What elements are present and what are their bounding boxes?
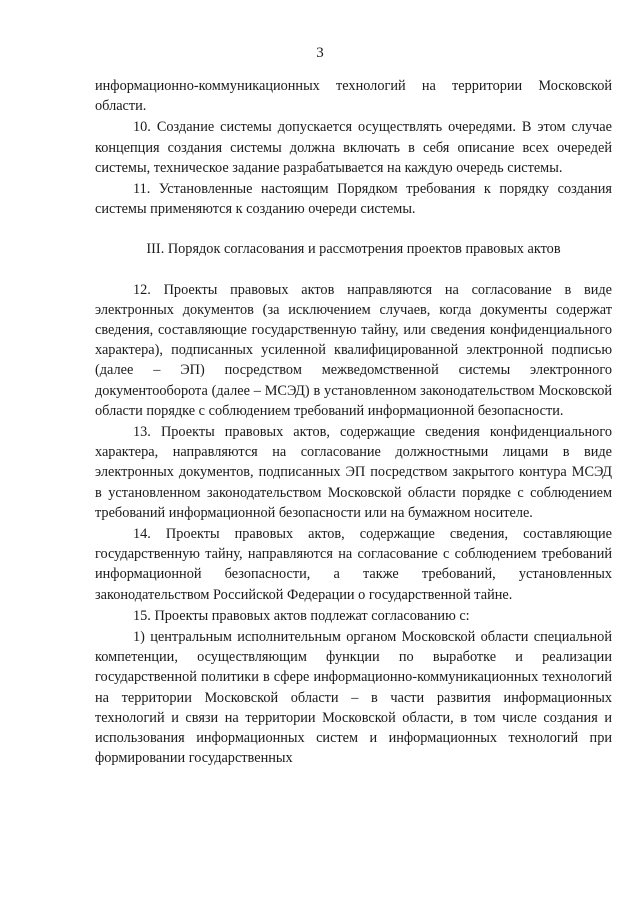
paragraph-continuation: информационно-коммуникационных технологий на территории Московской области. <box>95 78 612 115</box>
paragraph-13: 13. Проекты правовых актов, содержащие сведения конфиденциального характера, направляются на согласование должностными лицами в виде электронных документов, подписанных ЭП посредством закрытого контура МСЭД в установленном законодательством Московской области порядке с соблюдением требований информационной безопасности или на бумажном носителе. <box>95 424 612 521</box>
paragraph-14: 14. Проекты правовых актов, содержащие сведения, составляющие государственную тайну, направляются на согласование с соблюдением требований информационной безопасности, а также требований, установленных законодательством Российской Федерации о государственной тайне. <box>95 526 612 603</box>
paragraph-15-item-1: 1) центральным исполнительным органом Московской области специальной компетенции, осуществляющим функции по выработке и реализации государственной политики в сфере информационно-коммуникационных технологий на территории Московской области – в части развития информационных технологий и связи на территории Московской области, в том числе создания и использования информационных систем и информационных технологий при формировании государственных <box>95 629 612 767</box>
section-heading: III. Порядок согласования и рассмотрения проектов правовых актов <box>146 241 561 258</box>
document-body <box>95 76 612 769</box>
paragraph-11: 11. Установленные настоящим Порядком требования к порядку создания системы применяются к созданию очереди системы. <box>95 181 612 218</box>
paragraph-15: 15. Проекты правовых актов подлежат согласованию с: <box>133 607 470 624</box>
page-number: 3 <box>316 45 324 61</box>
paragraph-12: 12. Проекты правовых актов направляются на согласование в виде электронных документов (за исключением случаев, когда документы содержат сведения, составляющие государственную тайну, или сведения конфиденциального характера), подписанных усиленной квалифицированной электронной подписью (далее – ЭП) посредством межведомственной системы электронного документооборота (далее – МСЭД) в установленном законодательством Московской области порядке с соблюдением требований информационной безопасности. <box>95 281 612 419</box>
paragraph-10: 10. Создание системы допускается осуществлять очередями. В этом случае концепция создания системы должна включать в себя описание всех очередей системы, техническое задание разрабатывается на каждую очередь системы. <box>95 119 612 176</box>
